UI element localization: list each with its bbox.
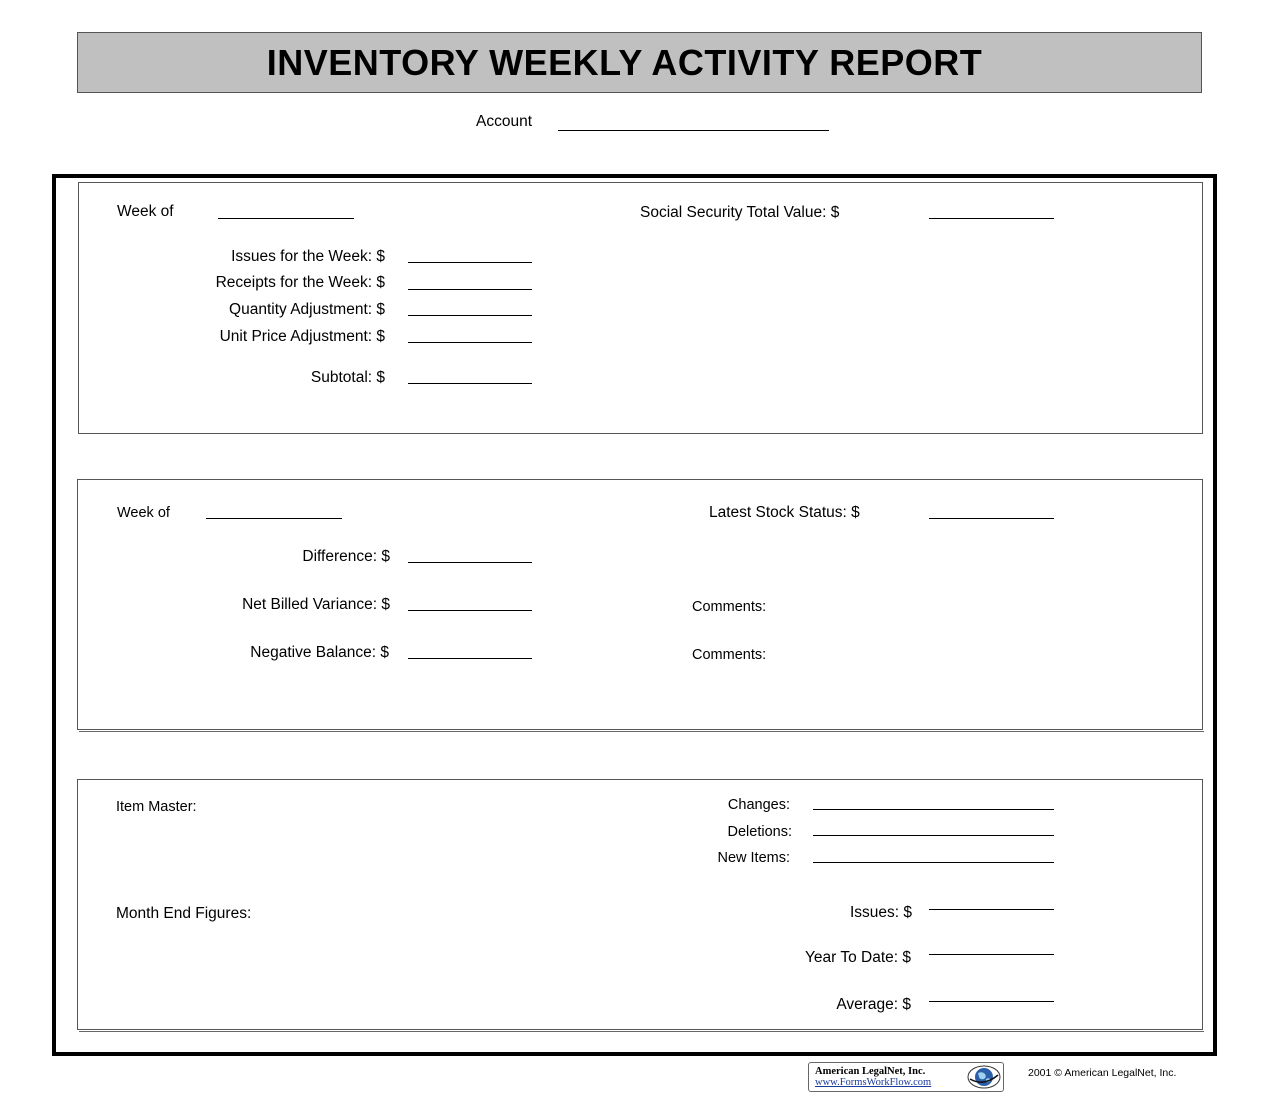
month-end-label: Month End Figures: — [116, 905, 252, 922]
account-field[interactable] — [558, 130, 829, 131]
section-divider — [79, 731, 1204, 732]
new-items-label: New Items: — [717, 850, 790, 866]
net-billed-label: Net Billed Variance: $ — [242, 596, 390, 613]
average-field[interactable] — [929, 1001, 1054, 1002]
ytd-label: Year To Date: $ — [805, 949, 911, 966]
company-name: American LegalNet, Inc. — [815, 1066, 926, 1077]
negative-balance-field[interactable] — [408, 658, 532, 659]
qty-adjustment-label: Quantity Adjustment: $ — [229, 301, 385, 318]
receipts-week-field[interactable] — [408, 289, 532, 290]
comments-label-2: Comments: — [692, 647, 767, 663]
week-of-field-2[interactable] — [206, 518, 342, 519]
comments-label-1: Comments: — [692, 599, 767, 615]
net-billed-field[interactable] — [408, 610, 532, 611]
company-url[interactable]: www.FormsWorkFlow.com — [815, 1077, 932, 1088]
price-adjustment-label: Unit Price Adjustment: $ — [219, 328, 385, 345]
month-issues-label: Issues: $ — [849, 904, 912, 921]
copyright-text: 2001 © American LegalNet, Inc. — [1028, 1067, 1177, 1079]
receipts-week-label: Receipts for the Week: $ — [215, 274, 385, 291]
changes-label: Changes: — [727, 797, 790, 813]
difference-label: Difference: $ — [302, 548, 390, 565]
latest-stock-label: Latest Stock Status: $ — [709, 504, 860, 521]
item-master-label: Item Master: — [116, 799, 197, 815]
new-items-field[interactable] — [813, 862, 1054, 863]
subtotal-field[interactable] — [408, 383, 532, 384]
globe-icon — [967, 1065, 1001, 1089]
qty-adjustment-field[interactable] — [408, 315, 532, 316]
month-issues-field[interactable] — [929, 909, 1054, 910]
week-of-label-1: Week of — [117, 203, 174, 220]
account-label: Account — [476, 113, 533, 130]
ytd-field[interactable] — [929, 954, 1054, 955]
average-label: Average: $ — [836, 996, 911, 1013]
week-of-field-1[interactable] — [218, 218, 354, 219]
week-of-label-2: Week of — [117, 505, 170, 521]
negative-balance-label: Negative Balance: $ — [250, 644, 389, 661]
issues-week-field[interactable] — [408, 262, 532, 263]
latest-stock-field[interactable] — [929, 518, 1054, 519]
title-banner — [77, 32, 1202, 93]
subtotal-label: Subtotal: $ — [310, 369, 385, 386]
ss-total-field[interactable] — [929, 218, 1054, 219]
deletions-field[interactable] — [813, 835, 1054, 836]
company-logo — [808, 1062, 1004, 1092]
difference-field[interactable] — [408, 562, 532, 563]
section-divider-bottom — [79, 1031, 1204, 1032]
price-adjustment-field[interactable] — [408, 342, 532, 343]
ss-total-label: Social Security Total Value: $ — [640, 204, 840, 221]
changes-field[interactable] — [813, 809, 1054, 810]
issues-week-label: Issues for the Week: $ — [231, 248, 385, 265]
page-title: INVENTORY WEEKLY ACTIVITY REPORT — [266, 41, 983, 83]
deletions-label: Deletions: — [727, 824, 792, 840]
